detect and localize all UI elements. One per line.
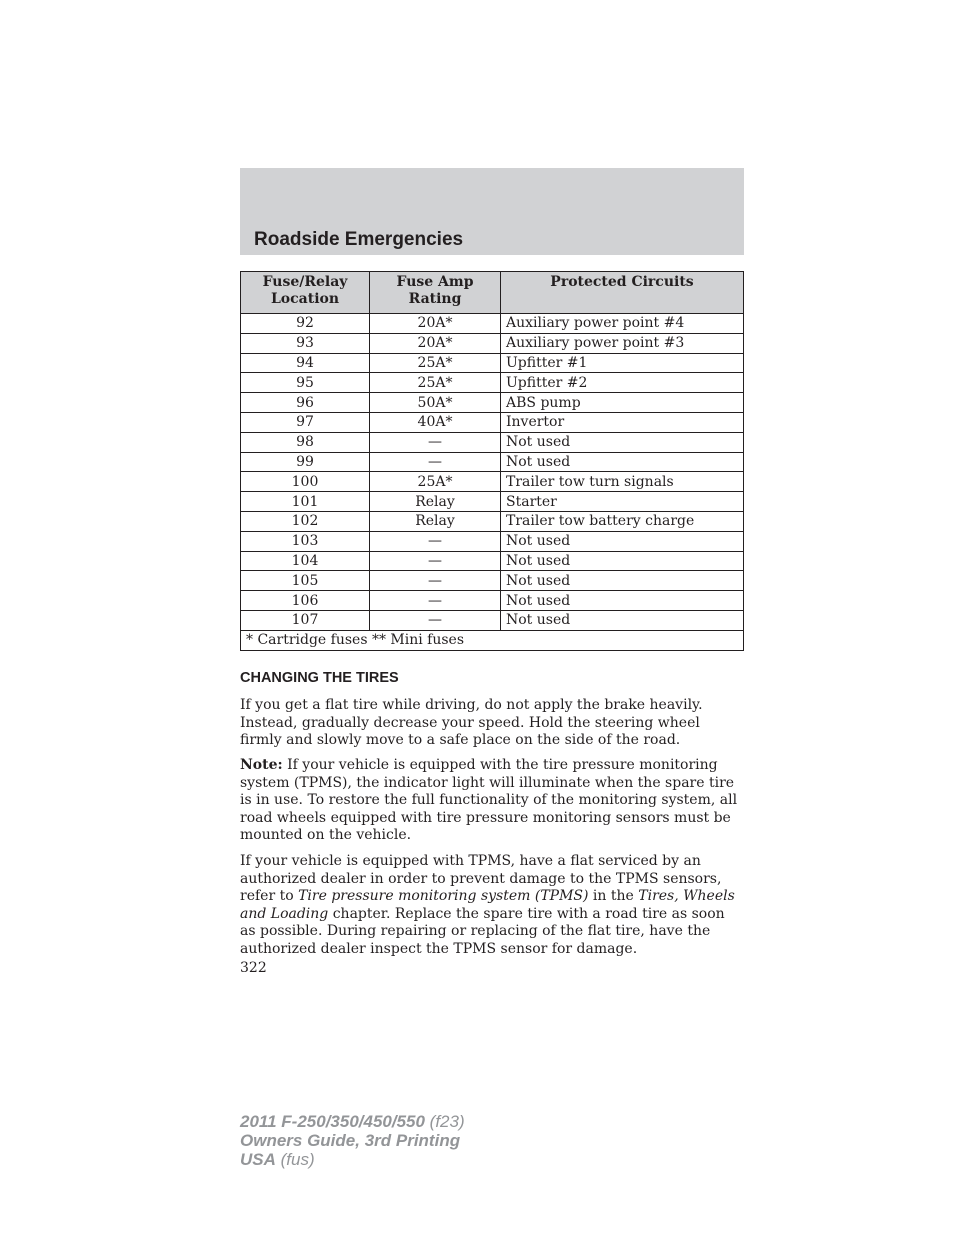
table-row (241, 551, 744, 571)
cell-location: 92 (241, 314, 370, 334)
cell-location: 102 (241, 511, 370, 531)
table-footnote: * Cartridge fuses ** Mini fuses (241, 630, 744, 650)
header-band (240, 168, 744, 255)
cell-location: 100 (241, 472, 370, 492)
cell-location: 107 (241, 610, 370, 630)
table-row (241, 531, 744, 551)
cell-location: 98 (241, 432, 370, 452)
cell-rating: 25A* (370, 472, 501, 492)
cell-location: 93 (241, 333, 370, 353)
table-row (241, 412, 744, 432)
table-row (241, 432, 744, 452)
footer-line-1: 2011 F-250/350/450/550 (f23) (240, 1112, 465, 1131)
cell-circuit: Not used (501, 610, 744, 630)
table-row (241, 472, 744, 492)
column-header-circuits: Protected Circuits (501, 272, 744, 314)
cell-rating: — (370, 571, 501, 591)
cell-rating: 20A* (370, 314, 501, 334)
table-row (241, 333, 744, 353)
cell-location: 99 (241, 452, 370, 472)
cell-circuit: Not used (501, 571, 744, 591)
cell-rating: — (370, 551, 501, 571)
paragraph-note (240, 757, 744, 845)
cell-rating: 25A* (370, 373, 501, 393)
cell-rating: — (370, 531, 501, 551)
table-row (241, 571, 744, 591)
cell-circuit: Auxiliary power point #4 (501, 314, 744, 334)
fuse-table (240, 271, 744, 651)
note-text: If your vehicle is equipped with the tire pressure monitoring system (TPMS), the indicator light will illuminate when the spare tire is in use. To restore the full functionality of the monitoring system, all road wheels equipped with tire pressure monitoring sensors must be mounted on the vehicle. (240, 757, 738, 844)
cell-rating: Relay (370, 511, 501, 531)
table-header-row (241, 272, 744, 314)
table-row (241, 393, 744, 413)
cell-location: 97 (241, 412, 370, 432)
cell-circuit: Not used (501, 432, 744, 452)
cell-rating: — (370, 610, 501, 630)
cell-circuit: ABS pump (501, 393, 744, 413)
fuse-table-body (241, 314, 744, 631)
cell-circuit: Upfitter #1 (501, 353, 744, 373)
table-row (241, 591, 744, 611)
page-title: Roadside Emergencies (254, 229, 464, 250)
cell-circuit: Not used (501, 591, 744, 611)
table-row (241, 452, 744, 472)
cell-rating: — (370, 432, 501, 452)
cell-rating: 20A* (370, 333, 501, 353)
cell-location: 104 (241, 551, 370, 571)
column-header-rating: Fuse Amp Rating (370, 272, 501, 314)
footer-line-3: USA (fus) (240, 1150, 315, 1169)
paragraph-flat-tire: If you get a flat tire while driving, do not apply the brake heavily. Instead, gradually decrease your speed. Hold the steering wheel firmly and slowly move to a safe place on the side of the road. (240, 697, 703, 749)
cell-circuit: Not used (501, 531, 744, 551)
cell-rating: 25A* (370, 353, 501, 373)
cell-circuit: Trailer tow turn signals (501, 472, 744, 492)
cell-circuit: Not used (501, 551, 744, 571)
cell-circuit: Not used (501, 452, 744, 472)
cell-location: 101 (241, 492, 370, 512)
page-number: 322 (240, 960, 267, 976)
table-row (241, 353, 744, 373)
cell-location: 103 (241, 531, 370, 551)
cell-location: 96 (241, 393, 370, 413)
cell-circuit: Starter (501, 492, 744, 512)
note-label: Note: (240, 757, 283, 773)
footer (240, 1112, 465, 1169)
table-row (241, 373, 744, 393)
cell-circuit: Auxiliary power point #3 (501, 333, 744, 353)
cell-location: 106 (241, 591, 370, 611)
paragraph-tpms: If your vehicle is equipped with TPMS, have a flat serviced by an authorized dealer in order to prevent damage to the TPMS sensors, refer to Tire pressure monitoring system (TPMS) in the Tires, Wheels and Loading chapter. Replace the spare tire with a road tire as soon as possible. During repairing or replacing of the flat tire, have the authorized dealer inspect the TPMS sensor for damage. (240, 853, 735, 957)
cell-location: 95 (241, 373, 370, 393)
table-row (241, 610, 744, 630)
cell-circuit: Trailer tow battery charge (501, 511, 744, 531)
cell-rating: Relay (370, 492, 501, 512)
cell-circuit: Invertor (501, 412, 744, 432)
cell-location: 105 (241, 571, 370, 591)
table-row (241, 314, 744, 334)
cell-circuit: Upfitter #2 (501, 373, 744, 393)
reference-chapter: Tires, Wheels and Loading (240, 888, 735, 922)
table-footnote-row (241, 630, 744, 650)
cell-rating: — (370, 591, 501, 611)
footer-line-2: Owners Guide, 3rd Printing (240, 1131, 461, 1150)
section-heading: CHANGING THE TIRES (240, 670, 399, 686)
table-row (241, 492, 744, 512)
cell-rating: — (370, 452, 501, 472)
cell-rating: 40A* (370, 412, 501, 432)
column-header-location: Fuse/Relay Location (241, 272, 370, 314)
reference-tpms: Tire pressure monitoring system (TPMS) (298, 888, 589, 905)
cell-location: 94 (241, 353, 370, 373)
table-row (241, 511, 744, 531)
cell-rating: 50A* (370, 393, 501, 413)
